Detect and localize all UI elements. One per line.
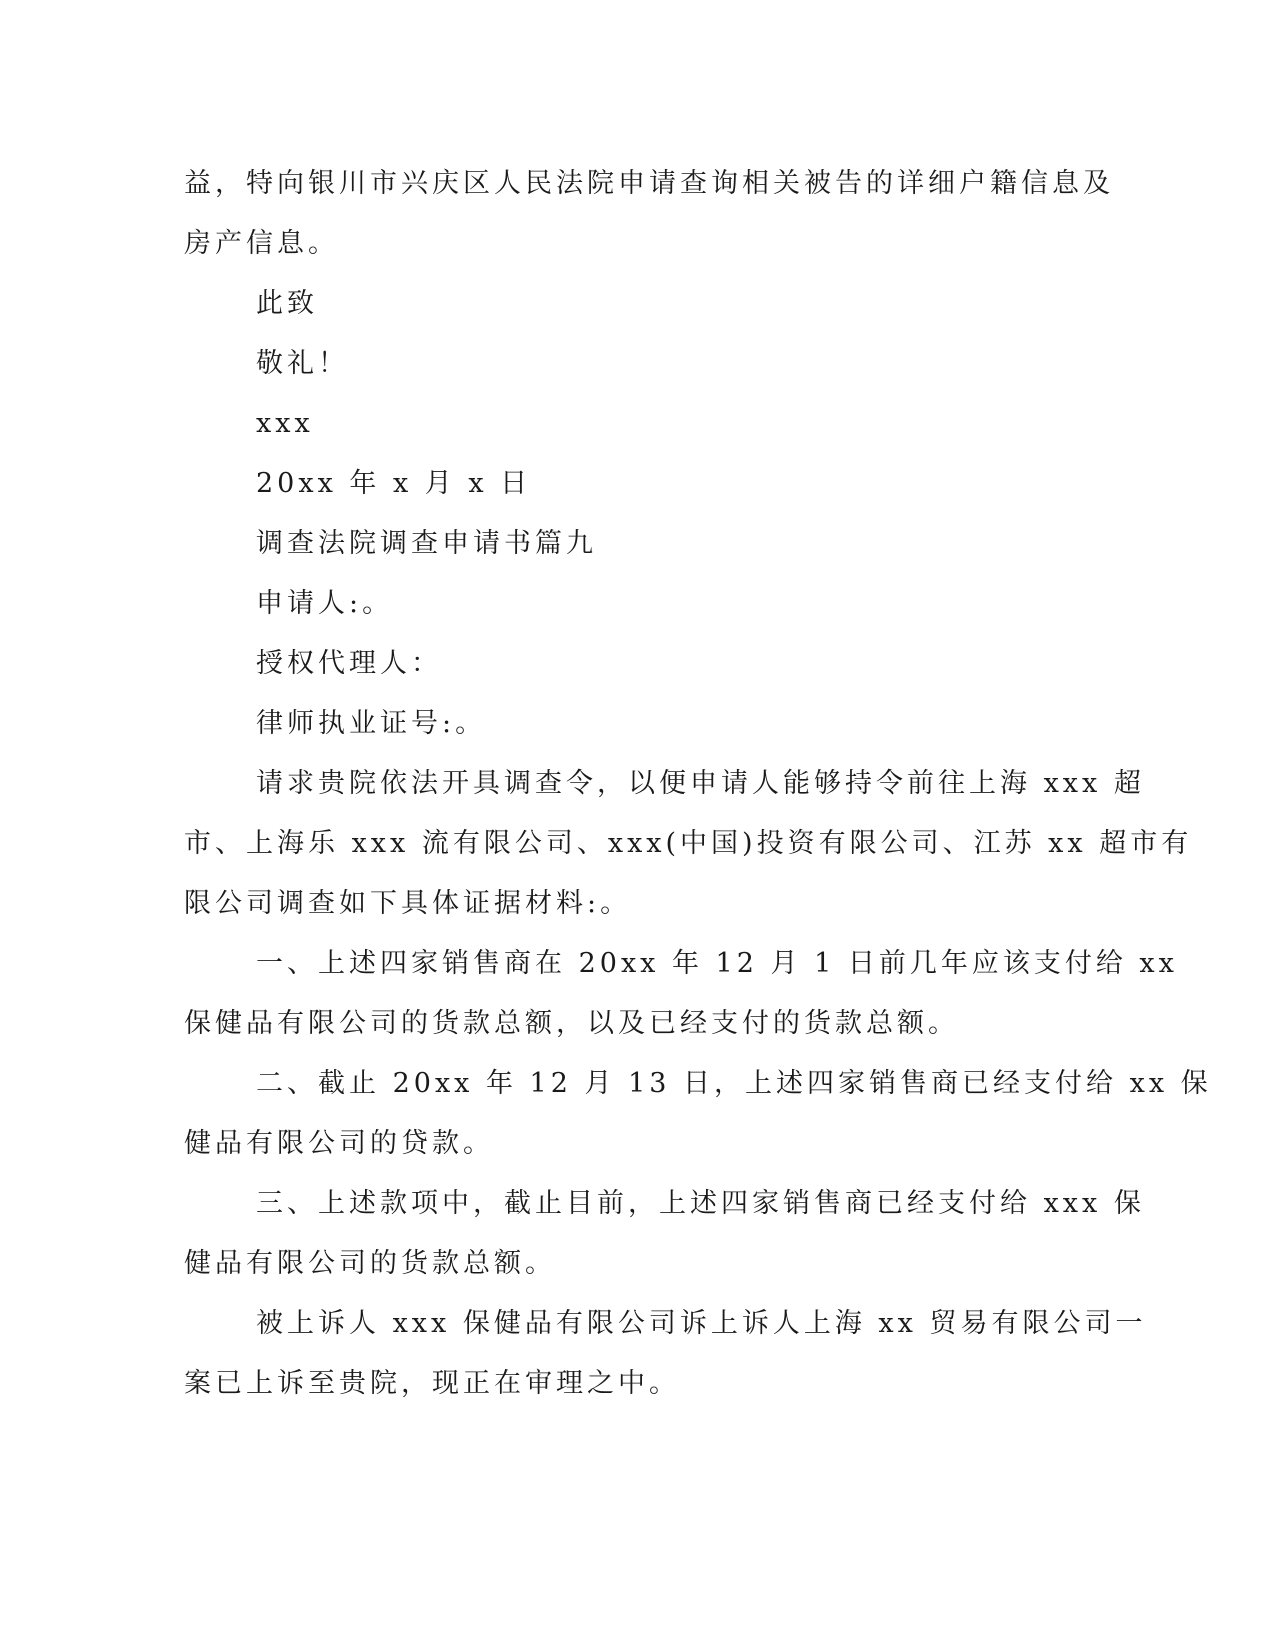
list-item-2-cont: 健品有限公司的贷款。: [184, 1128, 494, 1159]
closing-line: 此致: [256, 288, 318, 319]
list-item-2: 二、截止 20xx 年 12 月 13 日，上述四家销售商已经支付给 xx 保: [256, 1068, 1212, 1099]
license-field: 律师执业证号:。: [256, 708, 487, 739]
list-item-1-cont: 保健品有限公司的货款总额，以及已经支付的货款总额。: [184, 1008, 959, 1039]
list-item-3-cont: 健品有限公司的货款总额。: [184, 1248, 556, 1279]
signature-date: 20xx 年 x 月 x 日: [256, 468, 532, 499]
paragraph-line: 被上诉人 xxx 保健品有限公司诉上诉人上海 xx 贸易有限公司一: [256, 1308, 1147, 1339]
list-item-3: 三、上述款项中，截止目前，上述四家销售商已经支付给 xxx 保: [256, 1188, 1145, 1219]
paragraph-line: 案已上诉至贵院，现正在审理之中。: [184, 1368, 680, 1399]
agent-field: 授权代理人：: [256, 648, 442, 679]
list-item-1: 一、上述四家销售商在 20xx 年 12 月 1 日前几年应该支付给 xx: [256, 948, 1178, 979]
paragraph-line: 请求贵院依法开具调查令，以便申请人能够持令前往上海 xxx 超: [256, 768, 1145, 799]
paragraph-line: 益，特向银川市兴庆区人民法院申请查询相关被告的详细户籍信息及: [184, 168, 1114, 199]
section-title: 调查法院调查申请书篇九: [256, 528, 597, 559]
closing-salute: 敬礼！: [256, 348, 349, 379]
document-body: [184, 154, 1212, 1414]
applicant-field: 申请人:。: [256, 588, 394, 619]
paragraph-line: 市、上海乐 xxx 流有限公司、xxx(中国)投资有限公司、江苏 xx 超市有: [184, 828, 1193, 859]
paragraph-line: 房产信息。: [184, 228, 339, 259]
signature-name: xxx: [256, 408, 314, 439]
paragraph-line: 限公司调查如下具体证据材料:。: [184, 888, 632, 919]
